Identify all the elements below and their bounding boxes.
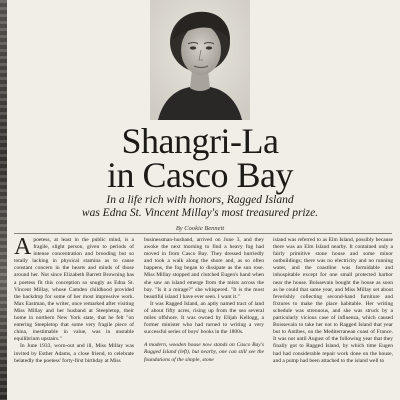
body-paragraph: businessman-husband, arrived on June 3, and they awoke the next morning to find a heavy fog had moved in from Casco Bay. They dressed hurriedly and took a walk along the shore and, as so often happens, the fog began to dissipate as the sun rose. Miss Millay stopped and clutched Eugen's hand when she saw an island emerge from the mists across the bay. "Is it a mirage?" she whispered. "It is the most beautiful island I have ever seen. I want it." bbox=[144, 237, 264, 300]
body-paragraph: In June 1933, worn-out and ill, Miss Millay was invited by Esther Adams, a close friend, to celebrate belatedly the poetess' forty-first birthday at Miss bbox=[14, 343, 134, 364]
photo-caption: A modern, wooden house now stands on Casco Bay's Ragged Island (left), but nearby, one can still see the foundations of the simple, stone bbox=[144, 342, 264, 363]
article-subhead bbox=[40, 194, 360, 220]
body-column-1 bbox=[14, 237, 134, 400]
byline: By Cookie Bennett bbox=[175, 225, 225, 232]
adjacent-page-photo-strip bbox=[0, 0, 7, 400]
body-column-2 bbox=[144, 237, 264, 400]
headline-line-1: Shangri-La bbox=[121, 121, 279, 161]
body-paragraph bbox=[14, 237, 134, 343]
drop-cap: A bbox=[14, 237, 32, 260]
section-divider bbox=[14, 233, 392, 234]
paragraph-text: poetess, at least in the public mind, is a fragile, slight person, given to periods of intense concentration and brooding but so totally lacking in physical stamina as to cause constant concern in the hearts and minds of those around her. Not since Elizabeth Barrett Browning has a poetess fit this conception so snugly as Edna St. Vincent Millay, whose Camden childhood provided the backdrop for some of her most impressive work. Max Eastman, the writer, once remarked after visiting Miss Millay and her husband at Steepletop, their home in northern New York state, that he felt "on entering Steepletop that some very fragile piece of china, inestimable in value, was in unstable equilibrium upstairs." bbox=[14, 237, 134, 343]
body-paragraph: It was Ragged Island, an aptly named tract of land of about fifty acres, rising up from the sea several miles offshore. It was owned by Elijah Kellogg, a former minister who had turned to writing a very successful series of boys' books in the 1800s. bbox=[144, 300, 264, 336]
portrait-photo bbox=[150, 0, 250, 120]
portrait-illustration bbox=[150, 0, 250, 120]
subhead-line-1: In a life rich with honors, Ragged Island bbox=[106, 194, 294, 206]
headline-line-2: in Casco Bay bbox=[107, 155, 293, 195]
body-paragraph: island was referred to as Elm Island, possibly because there was an Elm Island nearby. It contained only a fairly primitive stone house and some minor outbuildings; there was no electricity and no running water, and the coastline was formidable and inhospitable except for one small protected harbor near the house. Boissevain bought the house as soon as he could that same year, and Miss Millay set about feverishly collecting second-hand furniture and fixtures to make the place habitable. Her writing schedule was strenuous, and she was struck by a particularly vicious case of influenza, which caused Boissevain to take her not to Ragged Island that year but to Antibes, on the Mediterranean coast of France. It was not until August of the following year that they finally got to Ragged Island, by which time Eugen had had considerable repair work done on the house, and a pump had been attached to the island well to bbox=[273, 237, 393, 364]
article-headline bbox=[30, 121, 370, 195]
body-column-3 bbox=[273, 237, 393, 400]
subhead-line-2: was Edna St. Vincent Millay's most treasured prize. bbox=[81, 207, 319, 219]
